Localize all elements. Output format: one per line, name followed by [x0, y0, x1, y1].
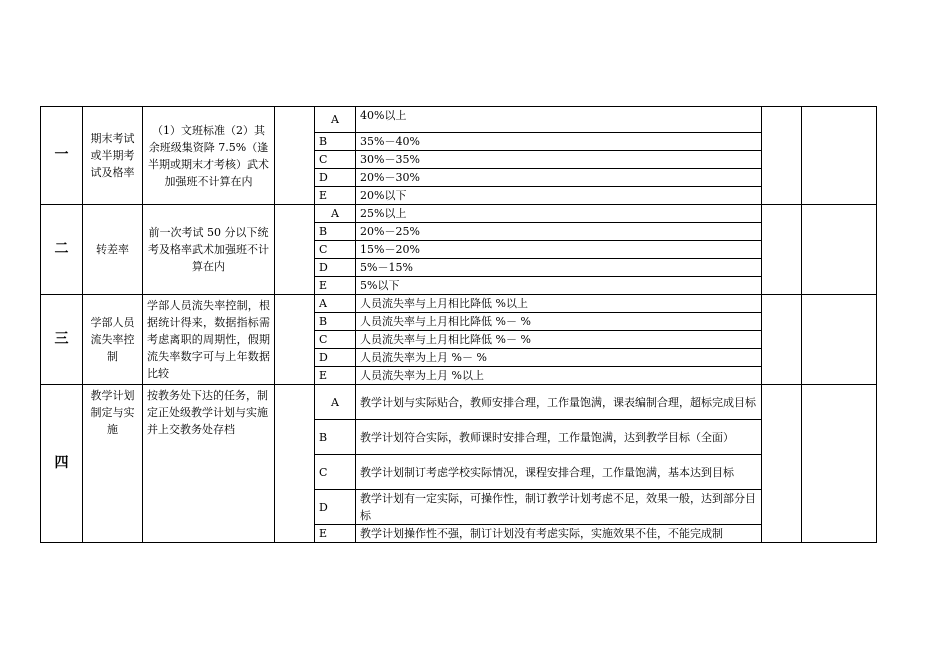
grade-criterion: 教学计划有一定实际，可操作性，制订教学计划考虑不足，效果一般，达到部分目标 [356, 490, 762, 525]
blank-cell [762, 295, 802, 385]
grade-label: E [315, 367, 356, 385]
blank-cell [802, 295, 877, 385]
assessment-description: 学部人员流失率控制，根据统计得来，数据指标需考虑离职的周期性，假期流失率数字可与上年数据比较 [143, 295, 275, 385]
assessment-item: 教学计划制定与实施 [83, 385, 143, 543]
grade-criterion: 20%以下 [356, 187, 762, 205]
blank-cell [762, 107, 802, 205]
grade-criterion: 教学计划与实际贴合，教师安排合理，工作量饱满，课表编制合理，超标完成目标 [356, 385, 762, 420]
blank-cell [275, 295, 315, 385]
grade-criterion: 人员流失率为上月 %以上 [356, 367, 762, 385]
assessment-item: 学部人员流失率控制 [83, 295, 143, 385]
table-row [41, 107, 877, 133]
grade-criterion: 教学计划符合实际，教师课时安排合理，工作量饱满，达到教学目标（全面） [356, 420, 762, 455]
grade-criterion: 25%以上 [356, 205, 762, 223]
grade-label: D [315, 349, 356, 367]
grade-label: B [315, 223, 356, 241]
assessment-item: 期末考试或半期考试及格率 [83, 107, 143, 205]
grade-criterion: 教学计划操作性不强，制订计划没有考虑实际，实施效果不佳，不能完成制 [356, 525, 762, 543]
assessment-description: 前一次考试 50 分以下统考及格率武术加强班不计算在内 [143, 205, 275, 295]
grade-label: C [315, 331, 356, 349]
blank-cell [275, 107, 315, 205]
grade-label: C [315, 455, 356, 490]
assessment-description: （1）文班标准（2）其余班级集资降 7.5%（逢半期或期末才考核）武术加强班不计算在内 [143, 107, 275, 205]
grade-criterion: 5%以下 [356, 277, 762, 295]
blank-cell [275, 205, 315, 295]
grade-criterion: 30%－35% [356, 151, 762, 169]
grade-label: B [315, 133, 356, 151]
grade-label: B [315, 420, 356, 455]
grade-label: A [315, 205, 356, 223]
section-number: 三 [41, 295, 83, 385]
grade-criterion: 20%－30% [356, 169, 762, 187]
grade-label: B [315, 313, 356, 331]
kpi-table [40, 106, 877, 543]
grade-label: D [315, 259, 356, 277]
grade-label: D [315, 490, 356, 525]
table-row [41, 295, 877, 313]
blank-cell [802, 205, 877, 295]
section-number: 二 [41, 205, 83, 295]
grade-criterion: 教学计划制订考虑学校实际情况，课程安排合理，工作量饱满，基本达到目标 [356, 455, 762, 490]
grade-label: C [315, 241, 356, 259]
assessment-description: 按教务处下达的任务，制定正处级教学计划与实施并上交教务处存档 [143, 385, 275, 543]
grade-label: A [315, 107, 356, 133]
grade-criterion: 40%以上 [356, 107, 762, 133]
section-number: 一 [41, 107, 83, 205]
grade-criterion: 人员流失率与上月相比降低 %－ % [356, 313, 762, 331]
grade-criterion: 35%－40% [356, 133, 762, 151]
grade-label: D [315, 169, 356, 187]
grade-criterion: 人员流失率与上月相比降低 %以上 [356, 295, 762, 313]
blank-cell [802, 107, 877, 205]
grade-label: A [315, 295, 356, 313]
assessment-item: 转差率 [83, 205, 143, 295]
grade-label: E [315, 525, 356, 543]
table-row [41, 385, 877, 420]
grade-label: E [315, 277, 356, 295]
blank-cell [275, 385, 315, 543]
blank-cell [762, 385, 802, 543]
blank-cell [802, 385, 877, 543]
grade-criterion: 人员流失率与上月相比降低 %－ % [356, 331, 762, 349]
grade-criterion: 15%－20% [356, 241, 762, 259]
grade-criterion: 人员流失率为上月 %－ % [356, 349, 762, 367]
grade-criterion: 20%－25% [356, 223, 762, 241]
grade-criterion: 5%－15% [356, 259, 762, 277]
blank-cell [762, 205, 802, 295]
grade-label: E [315, 187, 356, 205]
section-number: 四 [41, 385, 83, 543]
grade-label: A [315, 385, 356, 420]
grade-label: C [315, 151, 356, 169]
table-row [41, 205, 877, 223]
